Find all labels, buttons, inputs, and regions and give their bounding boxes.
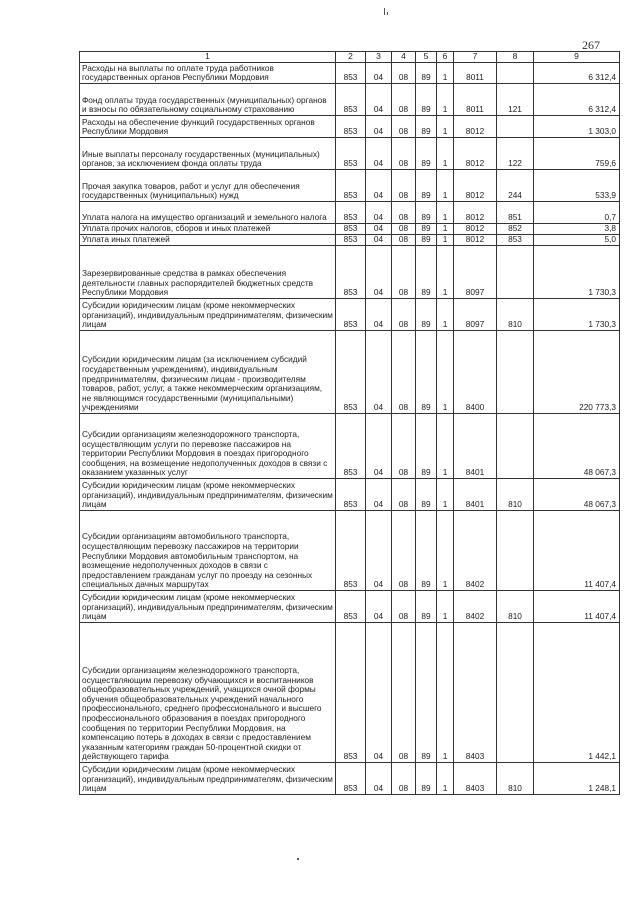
code-expense-type-cell: 810 [497,763,534,795]
code-subsection-cell: 08 [392,170,416,202]
header-cell: 6 [437,52,454,63]
code-program-cell: 89 [416,414,437,479]
code-section-cell: 04 [366,246,392,299]
table-row [80,299,620,331]
code-subprogram-cell: 1 [437,763,454,795]
code-section-cell: 04 [366,763,392,795]
item-name-cell: Субсидии юридическим лицам (кроме некоммерческих организаций), индивидуальным предпринимателям, физическим лицам [80,763,336,795]
item-name-cell: Уплата иных платежей [80,235,336,246]
item-name-cell: Субсидии организациям железнодорожного транспорта, осуществляющим услуги по перевозке пассажиров на территории Республики Мордовия в поездах пригородного сообщения, на возмещение недополученных доходов в связи с оказанием указанных услуг [80,414,336,479]
amount-cell: 220 773,3 [534,331,620,414]
code-section-cell: 04 [366,511,392,591]
code-subsection-cell: 08 [392,331,416,414]
code-program-cell: 89 [416,138,437,170]
code-subsection-cell: 08 [392,511,416,591]
code-program-cell: 89 [416,202,437,224]
code-expense-type-cell: 810 [497,591,534,623]
code-expense-type-cell [497,414,534,479]
code-program-cell: 89 [416,591,437,623]
table-row [80,479,620,511]
code-program-cell: 89 [416,511,437,591]
item-name-cell: Субсидии юридическим лицам (кроме некоммерческих организаций), индивидуальным предпринимателям, физическим лицам [80,299,336,331]
code-expense-type-cell: 852 [497,224,534,235]
item-name-cell: Иные выплаты персоналу государственных (муниципальных) органов, за исключением фонда оплаты труда [80,138,336,170]
amount-cell: 6 312,4 [534,63,620,84]
code-subsection-cell: 08 [392,414,416,479]
code-ministry-cell: 853 [336,224,366,235]
code-article-cell: 8401 [454,414,497,479]
code-subprogram-cell: 1 [437,202,454,224]
item-name-cell: Прочая закупка товаров, работ и услуг для обеспечения государственных (муниципальных) нужд [80,170,336,202]
code-subsection-cell: 08 [392,116,416,138]
amount-cell: 0,7 [534,202,620,224]
amount-cell: 1 730,3 [534,246,620,299]
amount-cell: 1 730,3 [534,299,620,331]
scan-mark [384,8,385,15]
code-article-cell: 8097 [454,246,497,299]
code-subsection-cell: 08 [392,591,416,623]
code-subprogram-cell: 1 [437,623,454,763]
page-number: 267 [582,38,600,52]
table-row [80,202,620,224]
code-section-cell: 04 [366,414,392,479]
table-row [80,170,620,202]
code-program-cell: 89 [416,623,437,763]
code-ministry-cell: 853 [336,331,366,414]
code-subsection-cell: 08 [392,63,416,84]
code-subprogram-cell: 1 [437,299,454,331]
code-subsection-cell: 08 [392,138,416,170]
amount-cell: 1 303,0 [534,116,620,138]
code-expense-type-cell [497,623,534,763]
code-subsection-cell: 08 [392,763,416,795]
table-row [80,331,620,414]
code-article-cell: 8403 [454,763,497,795]
code-ministry-cell: 853 [336,202,366,224]
amount-cell: 5,0 [534,235,620,246]
table-row [80,246,620,299]
header-cell: 9 [534,52,620,63]
code-section-cell: 04 [366,591,392,623]
code-subsection-cell: 08 [392,84,416,116]
code-ministry-cell: 853 [336,479,366,511]
code-ministry-cell: 853 [336,511,366,591]
code-section-cell: 04 [366,331,392,414]
code-ministry-cell: 853 [336,623,366,763]
code-section-cell: 04 [366,224,392,235]
item-name-cell: Зарезервированные средства в рамках обеспечения деятельности главных распорядителей бюджетных средств Республики Мордовия [80,246,336,299]
item-name-cell: Субсидии юридическим лицам (кроме некоммерческих организаций), индивидуальным предпринимателям, физическим лицам [80,479,336,511]
table-row [80,511,620,591]
code-subprogram-cell: 1 [437,246,454,299]
amount-cell: 759,6 [534,138,620,170]
amount-cell: 6 312,4 [534,84,620,116]
code-expense-type-cell: 244 [497,170,534,202]
code-article-cell: 8402 [454,511,497,591]
item-name-cell: Расходы на обеспечение функций государственных органов Республики Мордовия [80,116,336,138]
item-name-cell: Субсидии организациям железнодорожного транспорта, осуществляющим перевозку обучающихся и воспитанников общеобразовательных учреждений, учащихся очной формы обучения общеобразовательных учреждений начального профессионального, среднего профессионального и высшего профессионального образования в поездах пригородного сообщения по территории Республики Мордовия, на компенсацию потерь в доходах в связи с предоставлением указанным категориям граждан 50-процентной скидки от действующего тарифа [80,623,336,763]
code-subprogram-cell: 1 [437,170,454,202]
code-article-cell: 8011 [454,63,497,84]
code-subprogram-cell: 1 [437,591,454,623]
code-article-cell: 8012 [454,170,497,202]
header-cell: 3 [366,52,392,63]
code-section-cell: 04 [366,63,392,84]
amount-cell: 11 407,4 [534,591,620,623]
code-subsection-cell: 08 [392,479,416,511]
code-ministry-cell: 853 [336,246,366,299]
header-row [80,52,620,63]
header-cell: 1 [80,52,336,63]
code-section-cell: 04 [366,138,392,170]
code-section-cell: 04 [366,170,392,202]
code-program-cell: 89 [416,116,437,138]
code-subsection-cell: 08 [392,246,416,299]
code-expense-type-cell: 122 [497,138,534,170]
code-expense-type-cell: 810 [497,479,534,511]
code-subprogram-cell: 1 [437,116,454,138]
header-cell: 5 [416,52,437,63]
code-ministry-cell: 853 [336,63,366,84]
amount-cell: 48 067,3 [534,479,620,511]
amount-cell: 48 067,3 [534,414,620,479]
header-cell: 2 [336,52,366,63]
code-article-cell: 8012 [454,116,497,138]
code-subprogram-cell: 1 [437,414,454,479]
code-program-cell: 89 [416,170,437,202]
code-subsection-cell: 08 [392,202,416,224]
code-expense-type-cell: 851 [497,202,534,224]
header-cell: 7 [454,52,497,63]
code-article-cell: 8011 [454,84,497,116]
code-article-cell: 8403 [454,623,497,763]
code-expense-type-cell: 810 [497,299,534,331]
table-row [80,591,620,623]
code-subprogram-cell: 1 [437,331,454,414]
item-name-cell: Субсидии юридическим лицам (за исключением субсидий государственным учреждениям), индивидуальным предпринимателям, физическим лицам - производителям товаров, работ, услуг, а также некоммерческим организациям, не являющимся государственными (муниципальными) учреждениями [80,331,336,414]
code-ministry-cell: 853 [336,138,366,170]
code-subprogram-cell: 1 [437,235,454,246]
item-name-cell: Субсидии организациям автомобильного транспорта, осуществляющим перевозку пассажиров на территории Республики Мордовия автомобильным транспортом, на возмещение недополученных доходов в связи с предоставлением гражданам услуг по проезду на сезонных специальных дачных маршрутах [80,511,336,591]
code-section-cell: 04 [366,235,392,246]
code-expense-type-cell [497,246,534,299]
code-program-cell: 89 [416,246,437,299]
code-subprogram-cell: 1 [437,63,454,84]
item-name-cell: Субсидии юридическим лицам (кроме некоммерческих организаций), индивидуальным предпринимателям, физическим лицам [80,591,336,623]
code-section-cell: 04 [366,299,392,331]
item-name-cell: Уплата налога на имущество организаций и земельного налога [80,202,336,224]
code-program-cell: 89 [416,763,437,795]
code-subprogram-cell: 1 [437,511,454,591]
table-row [80,623,620,763]
code-expense-type-cell [497,116,534,138]
code-ministry-cell: 853 [336,235,366,246]
code-article-cell: 8012 [454,235,497,246]
table-row [80,235,620,246]
code-article-cell: 8012 [454,202,497,224]
code-section-cell: 04 [366,479,392,511]
code-subprogram-cell: 1 [437,84,454,116]
code-ministry-cell: 853 [336,591,366,623]
code-subprogram-cell: 1 [437,224,454,235]
amount-cell: 3,8 [534,224,620,235]
table-row [80,116,620,138]
code-article-cell: 8012 [454,224,497,235]
code-ministry-cell: 853 [336,763,366,795]
code-article-cell: 8400 [454,331,497,414]
code-expense-type-cell: 853 [497,235,534,246]
amount-cell: 1 248,1 [534,763,620,795]
scan-mark [297,858,299,860]
code-ministry-cell: 853 [336,84,366,116]
code-section-cell: 04 [366,116,392,138]
amount-cell: 11 407,4 [534,511,620,591]
code-section-cell: 04 [366,84,392,116]
code-article-cell: 8401 [454,479,497,511]
table-row [80,138,620,170]
code-ministry-cell: 853 [336,116,366,138]
code-subsection-cell: 08 [392,299,416,331]
table-row [80,763,620,795]
code-subsection-cell: 08 [392,235,416,246]
code-subsection-cell: 08 [392,623,416,763]
code-subprogram-cell: 1 [437,479,454,511]
code-expense-type-cell [497,63,534,84]
budget-table [79,51,620,795]
code-section-cell: 04 [366,202,392,224]
code-section-cell: 04 [366,623,392,763]
table-row [80,63,620,84]
code-ministry-cell: 853 [336,414,366,479]
code-article-cell: 8097 [454,299,497,331]
code-program-cell: 89 [416,224,437,235]
code-expense-type-cell: 121 [497,84,534,116]
code-program-cell: 89 [416,479,437,511]
code-program-cell: 89 [416,299,437,331]
amount-cell: 533,9 [534,170,620,202]
code-subprogram-cell: 1 [437,138,454,170]
code-expense-type-cell [497,331,534,414]
code-ministry-cell: 853 [336,299,366,331]
table-row [80,84,620,116]
item-name-cell: Уплата прочих налогов, сборов и иных платежей [80,224,336,235]
item-name-cell: Расходы на выплаты по оплате труда работников государственных органов Республики Мордовия [80,63,336,84]
table-row [80,224,620,235]
code-subsection-cell: 08 [392,224,416,235]
code-program-cell: 89 [416,235,437,246]
scan-mark [387,12,388,15]
code-program-cell: 89 [416,331,437,414]
code-program-cell: 89 [416,63,437,84]
code-article-cell: 8402 [454,591,497,623]
header-cell: 8 [497,52,534,63]
code-ministry-cell: 853 [336,170,366,202]
header-cell: 4 [392,52,416,63]
item-name-cell: Фонд оплаты труда государственных (муниципальных) органов и взносы по обязательному социальному страхованию [80,84,336,116]
amount-cell: 1 442,1 [534,623,620,763]
code-program-cell: 89 [416,84,437,116]
code-article-cell: 8012 [454,138,497,170]
table-row [80,414,620,479]
code-expense-type-cell [497,511,534,591]
